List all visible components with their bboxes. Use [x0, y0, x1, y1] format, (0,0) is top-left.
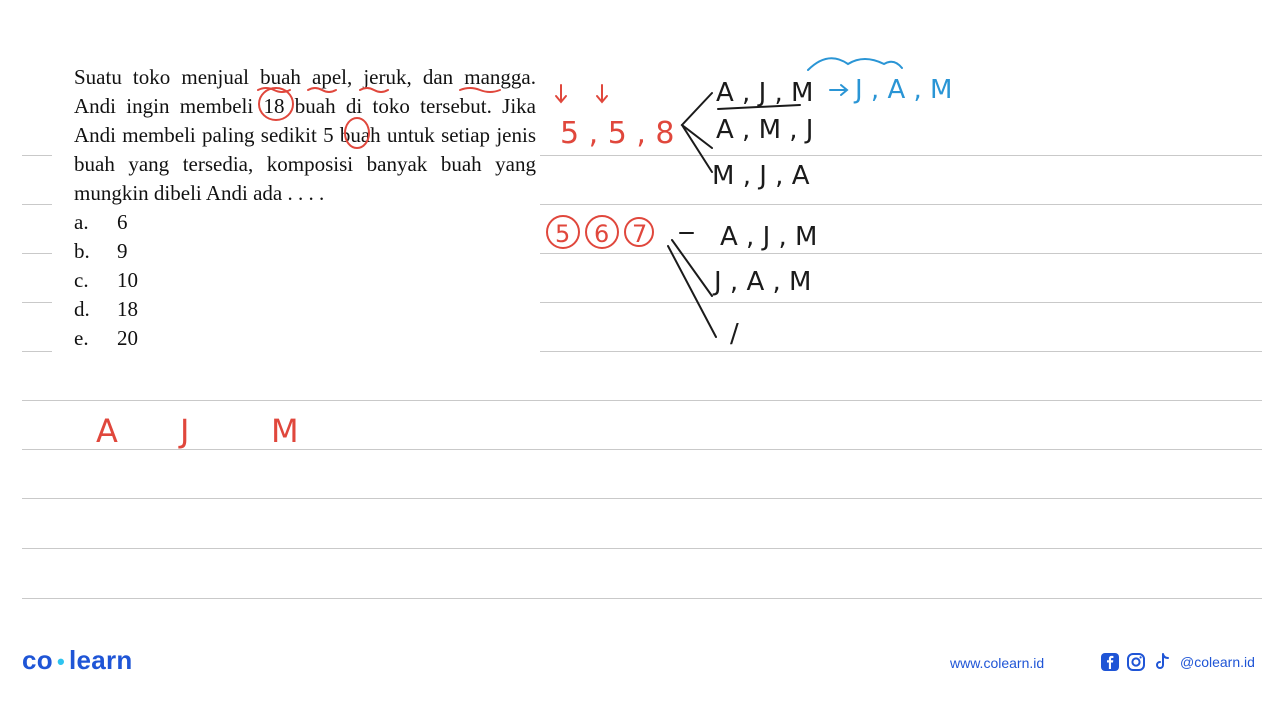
colearn-logo	[22, 645, 133, 676]
branch-line	[682, 125, 712, 172]
combo-digit-7: 7	[632, 220, 648, 248]
fruit-letter-a: A	[96, 412, 118, 450]
swap-curve	[808, 58, 902, 70]
combo-558: 5 , 5 , 8	[560, 116, 675, 151]
logo-text-right: learn	[68, 645, 133, 675]
option-value: 10	[117, 268, 138, 292]
logo-text-left: co	[22, 645, 53, 675]
website-link[interactable]: www.colearn.id	[950, 655, 1045, 671]
option-value: 20	[117, 326, 138, 350]
branch-line	[672, 240, 712, 296]
instagram-icon[interactable]	[1126, 652, 1146, 672]
underline-mark	[308, 88, 336, 92]
order-ajm: A , J , M	[716, 78, 814, 108]
option-letter: d.	[74, 297, 90, 321]
swap-result: J , A , M	[855, 75, 953, 105]
option-letter: c.	[74, 268, 89, 292]
question-stem: Suatu toko menjual buah apel, jeruk, dan mangga. Andi ingin membeli 18 buah di toko tersebut. Jika Andi membeli paling sedikit 5 buah untuk setiap jenis buah yang tersedia, komposisi banyak buah yang mungkin dibeli Andi ada . . . .	[74, 65, 536, 205]
order-slash: /	[730, 319, 739, 349]
fruit-letter-m: M	[271, 412, 299, 450]
option-letter: a.	[74, 210, 89, 234]
underline-mark	[360, 88, 388, 92]
order-jam: J , A , M	[714, 267, 812, 297]
underline-mark	[460, 88, 500, 92]
option-letter: e.	[74, 326, 89, 350]
order-ajm-2: A , J , M	[720, 222, 818, 252]
social-links	[1100, 652, 1255, 672]
branch-line	[682, 93, 712, 148]
option-letter: b.	[74, 239, 90, 263]
order-mja: M , J , A	[712, 161, 810, 191]
logo-dot-icon: •	[56, 649, 65, 674]
fruit-letter-j: J	[180, 412, 190, 450]
option-value: 9	[117, 239, 128, 263]
order-amj: A , M , J	[716, 115, 814, 145]
social-handle[interactable]: @colearn.id	[1180, 654, 1255, 670]
down-arrow-icon	[556, 85, 566, 102]
option-value: 6	[117, 210, 128, 234]
tiktok-icon[interactable]	[1152, 652, 1172, 672]
combo-digit-5: 5	[555, 220, 571, 248]
combo-digit-6: 6	[594, 220, 610, 248]
right-arrow-icon	[830, 85, 847, 95]
circle-mark-18	[259, 88, 293, 120]
down-arrow-icon	[597, 85, 607, 102]
facebook-icon[interactable]	[1100, 652, 1120, 672]
circle-mark-5	[345, 118, 369, 148]
option-value: 18	[117, 297, 138, 321]
